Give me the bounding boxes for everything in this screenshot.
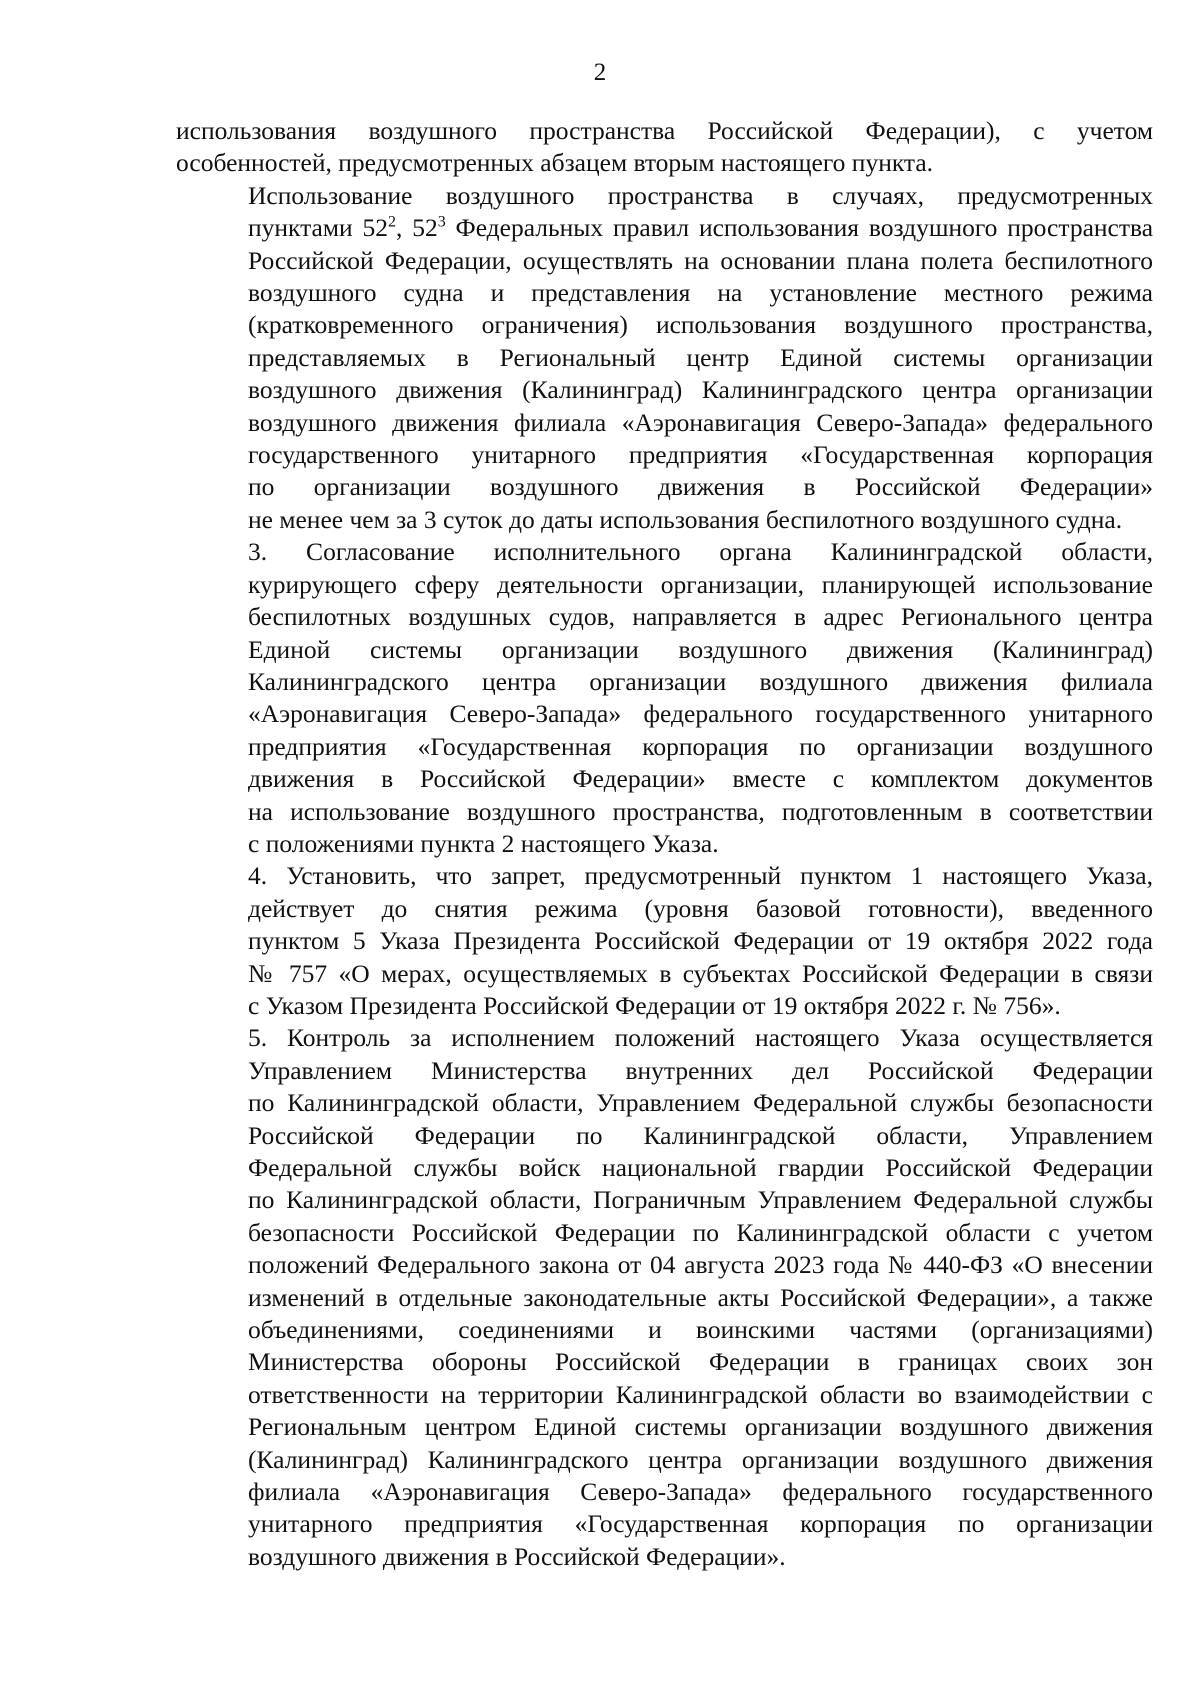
text-line: использования воздушного пространства Российской Федерации), с учетом — [176, 116, 1153, 145]
paragraph — [176, 180, 1153, 536]
text-line: особенностей, предусмотренных абзацем вторым настоящего пункта. — [176, 148, 934, 178]
text-line: изменений в отдельные законодательные акты Российской Федерации», а также — [248, 1282, 1153, 1312]
text-line: предприятия «Государственная корпорация по организации воздушного — [248, 731, 1153, 761]
text-line: движения в Российской Федерации» вместе с комплектом документов — [248, 764, 1153, 794]
text-line: воздушного движения в Российской Федерации». — [248, 1541, 786, 1571]
text-line: Использование воздушного пространства в случаях, предусмотренных — [248, 180, 1153, 210]
text-line: воздушного движения филиала «Аэронавигация Северо-Запада» федерального — [248, 407, 1153, 437]
text-line: Калининградского центра организации воздушного движения филиала — [248, 666, 1153, 696]
text-line: Министерства обороны Российской Федерации в границах своих зон — [248, 1347, 1153, 1377]
text-line: на использование воздушного пространства, подготовленным в соответствии — [248, 796, 1153, 826]
paragraph — [176, 115, 1153, 180]
superscript: 3 — [437, 213, 446, 231]
text-line: с Указом Президента Российской Федерации от 19 октября 2022 г. № 756». — [248, 990, 1061, 1020]
paragraph — [176, 860, 1153, 1022]
page-number: 2 — [593, 59, 607, 86]
text-line: «Аэронавигация Северо-Запада» федерального государственного унитарного — [248, 699, 1153, 729]
text-line: (Калининград) Калининградского центра организации воздушного движения — [248, 1444, 1153, 1474]
text-line: (кратковременного ограничения) использования воздушного пространства, — [248, 310, 1153, 340]
text-line: не менее чем за 3 суток до даты использования беспилотного воздушного судна. — [248, 504, 1123, 534]
text-line: представляемых в Региональный центр Единой системы организации — [248, 342, 1153, 372]
text-fragment: пунктами 52 — [248, 213, 388, 243]
text-line: положений Федерального закона от 04 августа 2023 года № 440-ФЗ «О внесении — [248, 1250, 1153, 1280]
text-line: курирующего сферу деятельности организации, планирующей использование — [248, 569, 1153, 599]
text-line: с положениями пункта 2 настоящего Указа. — [248, 828, 719, 858]
text-line: беспилотных воздушных судов, направляется в адрес Регионального центра — [248, 602, 1153, 632]
text-line: Российской Федерации, осуществлять на основании плана полета беспилотного — [248, 245, 1153, 275]
text-line: Управлением Министерства внутренних дел Российской Федерации — [248, 1055, 1153, 1085]
text-line: Региональным центром Единой системы организации воздушного движения — [248, 1412, 1153, 1442]
paragraph — [176, 1022, 1153, 1573]
text-line: действует до снятия режима (уровня базовой готовности), введенного — [248, 893, 1153, 923]
text-line: Российской Федерации по Калининградской области, Управлением — [248, 1120, 1153, 1150]
text-line: государственного унитарного предприятия «Государственная корпорация — [248, 440, 1153, 470]
text-line: по Калининградской области, Управлением Федеральной службы безопасности — [248, 1088, 1153, 1118]
text-line: Федеральной службы войск национальной гвардии Российской Федерации — [248, 1153, 1153, 1182]
text-line: унитарного предприятия «Государственная корпорация по организации — [248, 1509, 1153, 1539]
text-line: пунктом 5 Указа Президента Российской Федерации от 19 октября 2022 года — [248, 926, 1153, 956]
text-line: по Калининградской области, Пограничным Управлением Федеральной службы — [248, 1185, 1153, 1215]
paragraph — [176, 536, 1153, 860]
text-line — [176, 212, 1153, 244]
text-line: безопасности Российской Федерации по Калининградской области с учетом — [248, 1217, 1153, 1247]
text-line: воздушного судна и представления на установление местного режима — [248, 278, 1153, 308]
text-line: объединениями, соединениями и воинскими частями (организациями) — [248, 1315, 1153, 1345]
text-line: Единой системы организации воздушного движения (Калининград) — [248, 634, 1153, 664]
document-body — [176, 115, 1153, 1573]
text-line: № 757 «О мерах, осуществляемых в субъектах Российской Федерации в связи — [248, 958, 1153, 988]
text-line: филиала «Аэронавигация Северо-Запада» федерального государственного — [248, 1477, 1153, 1507]
text-fragment: Федеральных правил использования воздушного пространства — [445, 213, 1154, 243]
superscript: 2 — [388, 213, 396, 231]
text-line: 5. Контроль за исполнением положений настоящего Указа осуществляется — [248, 1023, 1153, 1053]
text-line: воздушного движения (Калининград) Калининградского центра организации — [248, 375, 1153, 405]
text-line: 4. Установить, что запрет, предусмотренный пунктом 1 настоящего Указа, — [248, 861, 1153, 891]
text-line: ответственности на территории Калининградской области во взаимодействии с — [248, 1379, 1153, 1409]
text-fragment: , 52 — [396, 213, 438, 243]
text-line: 3. Согласование исполнительного органа Калининградской области, — [248, 537, 1153, 567]
text-line: по организации воздушного движения в Российской Федерации» — [248, 472, 1153, 502]
